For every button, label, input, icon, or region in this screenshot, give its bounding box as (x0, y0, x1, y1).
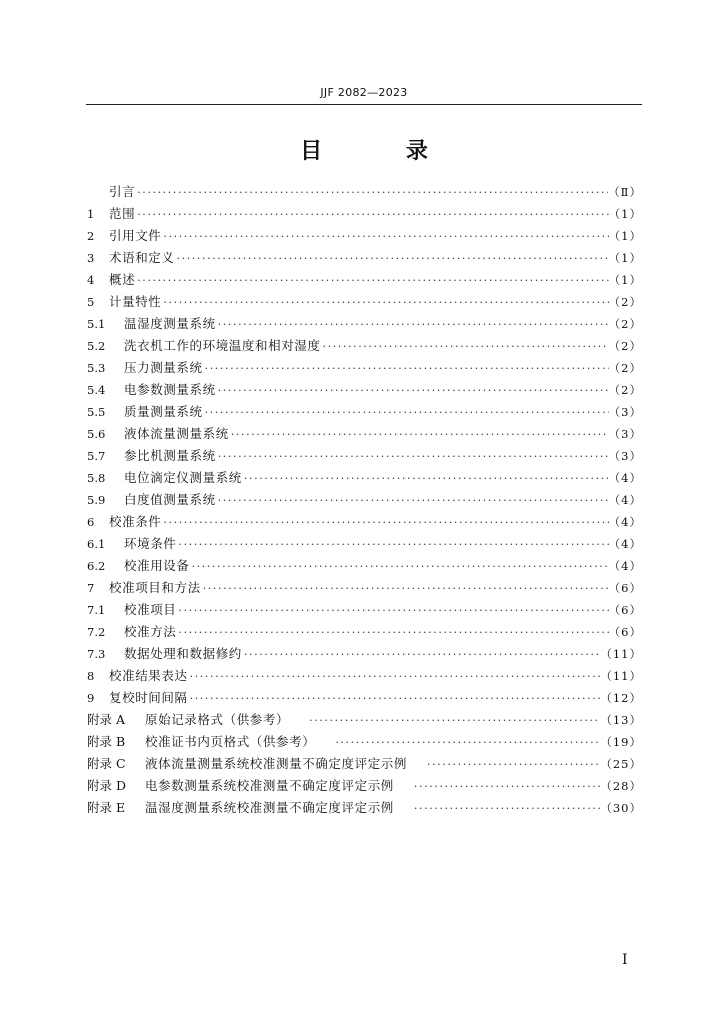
toc-entry (87, 753, 642, 775)
toc-entry-number: 5 (87, 295, 95, 309)
dot-leader (175, 248, 609, 270)
dot-leader (135, 204, 608, 226)
dot-leader (176, 600, 608, 622)
toc-entry (87, 379, 642, 401)
document-code-header: JJF 2082—2023 (320, 86, 408, 99)
page-number: I (622, 952, 628, 968)
toc-entry-title: 计量特性 (109, 294, 162, 309)
toc-entry-page: （4） (608, 493, 642, 507)
toc-entry-number: 5.8 (87, 471, 106, 485)
toc-entry-number: 6.2 (87, 559, 106, 573)
toc-entry (87, 203, 642, 225)
toc-entry-number: 4 (87, 273, 95, 287)
toc-entry-page: （4） (608, 537, 642, 551)
toc-entry-page: （4） (608, 471, 642, 485)
toc-entry (87, 313, 642, 335)
toc-entry (87, 181, 642, 203)
toc-entry-page: （3） (608, 449, 642, 463)
dot-leader (412, 776, 600, 798)
toc-entry-title: 数据处理和数据修约 (124, 646, 242, 661)
toc-entry-title: 温湿度测量系统 (124, 316, 216, 331)
toc-entry-title: 引言 (109, 184, 136, 199)
toc-entry (87, 247, 642, 269)
toc-entry (87, 401, 642, 423)
dot-leader (161, 512, 608, 534)
dot-leader (176, 622, 608, 644)
dot-leader (216, 446, 609, 468)
toc-entry-page: （30） (600, 801, 642, 815)
toc-entry-page: （1） (608, 251, 642, 265)
toc-entry (87, 533, 642, 555)
toc-entry-page: （19） (600, 735, 642, 749)
toc-entry (87, 731, 642, 753)
toc-entry-number: 6 (87, 515, 95, 529)
toc-entry-title: 环境条件 (124, 536, 177, 551)
toc-entry (87, 621, 642, 643)
dot-leader (135, 270, 608, 292)
toc-entry-title: 电位滴定仪测量系统 (124, 470, 242, 485)
dot-leader (321, 336, 609, 358)
toc-entry (87, 489, 642, 511)
toc-entry (87, 445, 642, 467)
toc-entry-page: （4） (608, 515, 642, 529)
toc-entry (87, 225, 642, 247)
dot-leader (188, 688, 601, 710)
toc-entry (87, 775, 642, 797)
toc-title: 目 录 (300, 139, 466, 164)
toc-entry-page: （1） (608, 229, 642, 243)
toc-entry-title: 校准项目和方法 (109, 580, 201, 595)
toc-entry-number: 5.3 (87, 361, 106, 375)
toc-entry-page: （Ⅱ） (608, 185, 642, 199)
toc-entry (87, 709, 642, 731)
toc-entry-title: 校准用设备 (124, 558, 190, 573)
dot-leader (190, 556, 609, 578)
toc-entry-page: （13） (600, 713, 642, 727)
toc-entry (87, 467, 642, 489)
dot-leader (188, 666, 601, 688)
toc-entry-page: （4） (608, 559, 642, 573)
toc-entry (87, 511, 642, 533)
toc-entry (87, 423, 642, 445)
toc-entry-title: 原始记录格式（供参考） (145, 712, 290, 727)
dot-leader (229, 424, 609, 446)
toc-entry-title: 参比机测量系统 (124, 448, 216, 463)
toc-entry-page: （12） (600, 691, 642, 705)
dot-leader (333, 732, 600, 754)
toc-entry-page: （6） (608, 603, 642, 617)
toc-entry-page: （2） (608, 339, 642, 353)
toc-entry (87, 577, 642, 599)
toc-entry-title: 温湿度测量系统校准测量不确定度评定示例 (145, 800, 394, 815)
dot-leader (242, 468, 609, 490)
toc-entry-title: 术语和定义 (109, 250, 175, 265)
toc-entry (87, 687, 642, 709)
toc-entry-title: 电参数测量系统校准测量不确定度评定示例 (145, 778, 394, 793)
toc-entry-title: 白度值测量系统 (124, 492, 216, 507)
toc-entry-title: 校准结果表达 (109, 668, 188, 683)
toc-entry-page: （3） (608, 427, 642, 441)
toc-entry-number: 附录 E (87, 800, 126, 815)
toc-entry-number: 8 (87, 669, 95, 683)
toc-entry-title: 校准条件 (109, 514, 162, 529)
toc-entry-page: （25） (600, 757, 642, 771)
toc-entry-number: 1 (87, 207, 95, 221)
toc-entry-title: 引用文件 (109, 228, 162, 243)
toc-entry-title: 液体流量测量系统 (124, 426, 229, 441)
toc-entry-title: 校准证书内页格式（供参考） (145, 734, 316, 749)
dot-leader (412, 798, 600, 820)
toc-entry-title: 液体流量测量系统校准测量不确定度评定示例 (145, 756, 408, 771)
toc-entry (87, 599, 642, 621)
toc-entry-page: （2） (608, 295, 642, 309)
toc-entry-title: 概述 (109, 272, 136, 287)
toc-entry-page: （3） (608, 405, 642, 419)
toc-entry-number: 9 (87, 691, 95, 705)
toc-entry-title: 校准方法 (124, 624, 177, 639)
toc-entry-number: 5.5 (87, 405, 106, 419)
toc-entry-page: （2） (608, 317, 642, 331)
dot-leader (242, 644, 600, 666)
toc-entry-title: 电参数测量系统 (124, 382, 216, 397)
toc-entry-number: 5.4 (87, 383, 106, 397)
toc-entry-number: 6.1 (87, 537, 106, 551)
toc-entry-number: 7.3 (87, 647, 106, 661)
header-divider (86, 104, 642, 105)
toc-entry-number: 3 (87, 251, 95, 265)
toc-entry (87, 555, 642, 577)
toc-entry-page: （2） (608, 383, 642, 397)
dot-leader (161, 292, 608, 314)
toc-entry-number: 5.1 (87, 317, 106, 331)
toc-entry-number: 7 (87, 581, 95, 595)
toc-entry-page: （1） (608, 273, 642, 287)
dot-leader (216, 380, 609, 402)
toc-entry-title: 范围 (109, 206, 136, 221)
toc-entry-number: 5.2 (87, 339, 106, 353)
toc-entry-number: 附录 B (87, 734, 126, 749)
toc-entry-number: 5.6 (87, 427, 106, 441)
dot-leader (161, 226, 608, 248)
toc-entry-title: 洗衣机工作的环境温度和相对湿度 (124, 338, 321, 353)
dot-leader (307, 710, 600, 732)
table-of-contents (87, 181, 642, 819)
toc-entry-number: 附录 C (87, 756, 126, 771)
toc-entry-number: 5.9 (87, 493, 106, 507)
toc-entry (87, 357, 642, 379)
toc-entry-number: 7.2 (87, 625, 106, 639)
dot-leader (201, 578, 609, 600)
toc-entry-title: 校准项目 (124, 602, 177, 617)
toc-entry-number: 5.7 (87, 449, 106, 463)
toc-entry (87, 665, 642, 687)
toc-entry-number: 2 (87, 229, 95, 243)
dot-leader (216, 490, 609, 512)
toc-entry-page: （1） (608, 207, 642, 221)
toc-entry-page: （11） (600, 647, 642, 661)
toc-entry (87, 269, 642, 291)
dot-leader (203, 358, 609, 380)
toc-entry-page: （28） (600, 779, 642, 793)
toc-entry-number: 附录 D (87, 778, 126, 793)
dot-leader (425, 754, 600, 776)
dot-leader (176, 534, 608, 556)
toc-entry-title: 压力测量系统 (124, 360, 203, 375)
toc-entry-title: 复校时间间隔 (109, 690, 188, 705)
toc-entry-page: （6） (608, 625, 642, 639)
toc-entry-page: （6） (608, 581, 642, 595)
dot-leader (216, 314, 609, 336)
toc-entry (87, 797, 642, 819)
toc-entry (87, 335, 642, 357)
toc-entry-page: （2） (608, 361, 642, 375)
toc-entry (87, 291, 642, 313)
toc-entry (87, 643, 642, 665)
toc-entry-number: 附录 A (87, 712, 126, 727)
dot-leader (203, 402, 609, 424)
toc-entry-page: （11） (600, 669, 642, 683)
toc-entry-title: 质量测量系统 (124, 404, 203, 419)
toc-entry-number: 7.1 (87, 603, 106, 617)
dot-leader (135, 182, 608, 204)
